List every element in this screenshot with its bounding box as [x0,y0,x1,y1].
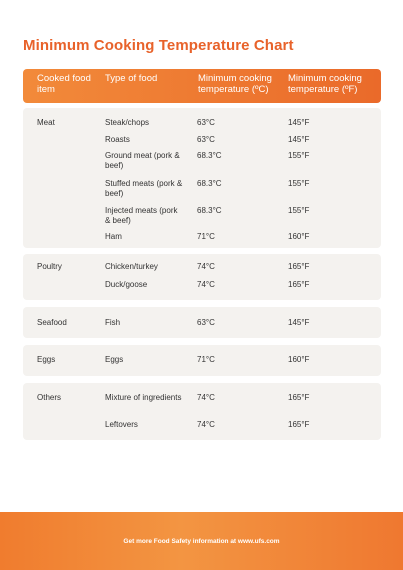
header-type-of-food: Type of food [105,73,158,84]
page-title: Minimum Cooking Temperature Chart [23,37,294,54]
temp-fahrenheit: 160°F [288,355,310,364]
food-name: Roasts [105,135,130,144]
temp-fahrenheit: 165°F [288,280,310,289]
table-header [23,69,381,103]
category-label: Seafood [37,318,67,327]
food-name: Steak/chops [105,118,150,127]
temp-celsius: 63°C [197,318,215,327]
food-name: Chicken/turkey [105,262,158,271]
footer-banner [0,512,403,570]
temp-celsius: 71°C [197,232,215,241]
temp-celsius: 74°C [197,393,215,402]
food-name: Ham [105,232,122,241]
temp-celsius: 74°C [197,262,215,271]
food-name: Duck/goose [105,280,148,289]
temp-celsius: 68.3°C [197,206,222,215]
temp-celsius: 71°C [197,355,215,364]
group-eggs [23,345,381,376]
food-name: Mixture of ingredients [105,393,182,402]
temp-celsius: 68.3°C [197,151,222,160]
header-min-temp-celsius: Minimum cooking temperature (ºC) [198,73,272,95]
group-others [23,383,381,440]
category-label: Eggs [37,355,56,364]
temp-celsius: 74°C [197,420,215,429]
temp-fahrenheit: 165°F [288,420,310,429]
group-seafood [23,307,381,338]
temp-fahrenheit: 155°F [288,206,310,215]
temp-celsius: 63°C [197,135,215,144]
food-name: Eggs [105,355,124,364]
temp-fahrenheit: 165°F [288,393,310,402]
temp-celsius: 68.3°C [197,179,222,188]
temp-fahrenheit: 155°F [288,151,310,160]
footer-link-text[interactable]: Get more Food Safety information at www.ufs.com [123,538,280,545]
temp-celsius: 63°C [197,118,215,127]
temp-fahrenheit: 160°F [288,232,310,241]
temp-fahrenheit: 165°F [288,262,310,271]
temp-fahrenheit: 145°F [288,135,310,144]
food-name: Injected meats (pork & beef) [105,206,178,225]
food-name: Leftovers [105,420,138,429]
food-name: Stuffed meats (pork & beef) [105,179,183,198]
header-min-temp-fahrenheit: Minimum cooking temperature (ºF) [288,73,362,95]
header-cooked-food-item: Cooked food item [37,73,91,95]
temp-celsius: 74°C [197,280,215,289]
group-poultry [23,254,381,300]
food-name: Fish [105,318,121,327]
category-label: Meat [37,118,55,127]
temp-fahrenheit: 145°F [288,318,310,327]
category-label: Poultry [37,262,62,271]
temp-fahrenheit: 155°F [288,179,310,188]
food-name: Ground meat (pork & beef) [105,151,180,170]
category-label: Others [37,393,62,402]
temp-fahrenheit: 145°F [288,118,310,127]
group-meat [23,108,381,248]
